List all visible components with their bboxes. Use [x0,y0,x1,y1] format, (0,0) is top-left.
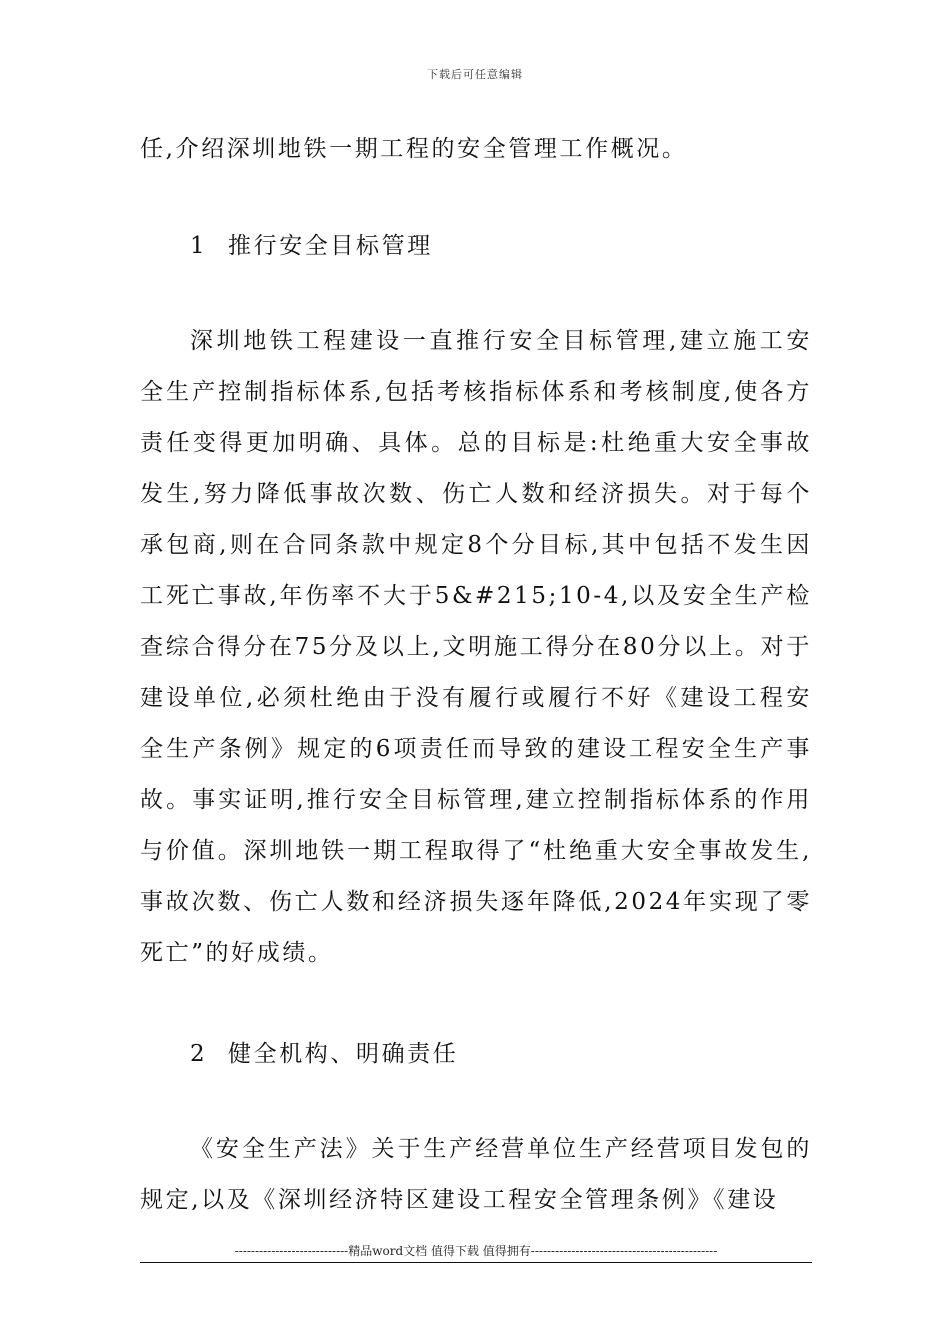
section-2-heading [140,1029,812,1080]
spacer [140,175,812,221]
spacer [140,979,812,1029]
section-2-title: 健全机构、明确责任 [228,1041,459,1067]
document-body [140,124,812,1226]
section-2-paragraph: 《安全生产法》关于生产经营单位生产经营项目发包的规定,以及《深圳经济特区建设工程安全管理条例》《建设 [140,1136,812,1213]
section-1-heading [140,221,812,272]
footer-rule [140,1262,812,1263]
section-1-title: 推行安全目标管理 [228,233,433,259]
section-1-paragraph: 深圳地铁工程建设一直推行安全目标管理,建立施工安全生产控制指标体系,包括考核指标体系和考核制度,使各方责任变得更加明确、具体。总的目标是:杜绝重大安全事故发生,努力降低事故次数、伤亡人数和经济损失。对于每个承包商,则在合同条款中规定8个分目标,其中包括不发生因工死亡事故,年伤率不大于5&#215;10-4,以及安全生产检查综合得分在75分及以上,文明施工得分在80分以上。对于建设单位,必须杜绝由于没有履行或履行不好《建设工程安全生产条例》规定的6项责任而导致的建设工程安全生产事故。事实证明,推行安全目标管理,建立控制指标体系的作用与价值。深圳地铁一期工程取得了“杜绝重大安全事故发生,事故次数、伤亡人数和经济损失逐年降低,2024年实现了零死亡”的好成绩。 [140,328,812,966]
page-header-note: 下载后可任意编辑 [427,68,523,81]
intro-line: 任,介绍深圳地铁一期工程的安全管理工作概况。 [140,136,688,162]
section-1-number: 1 [190,233,208,259]
spacer [140,272,812,316]
page-footer [140,1243,812,1263]
section-2-number: 2 [190,1041,208,1067]
footer-text: ----------------------------精品word文档 值得下载 值得拥有---------------------------------------------- [234,1244,718,1258]
spacer [140,1080,812,1124]
